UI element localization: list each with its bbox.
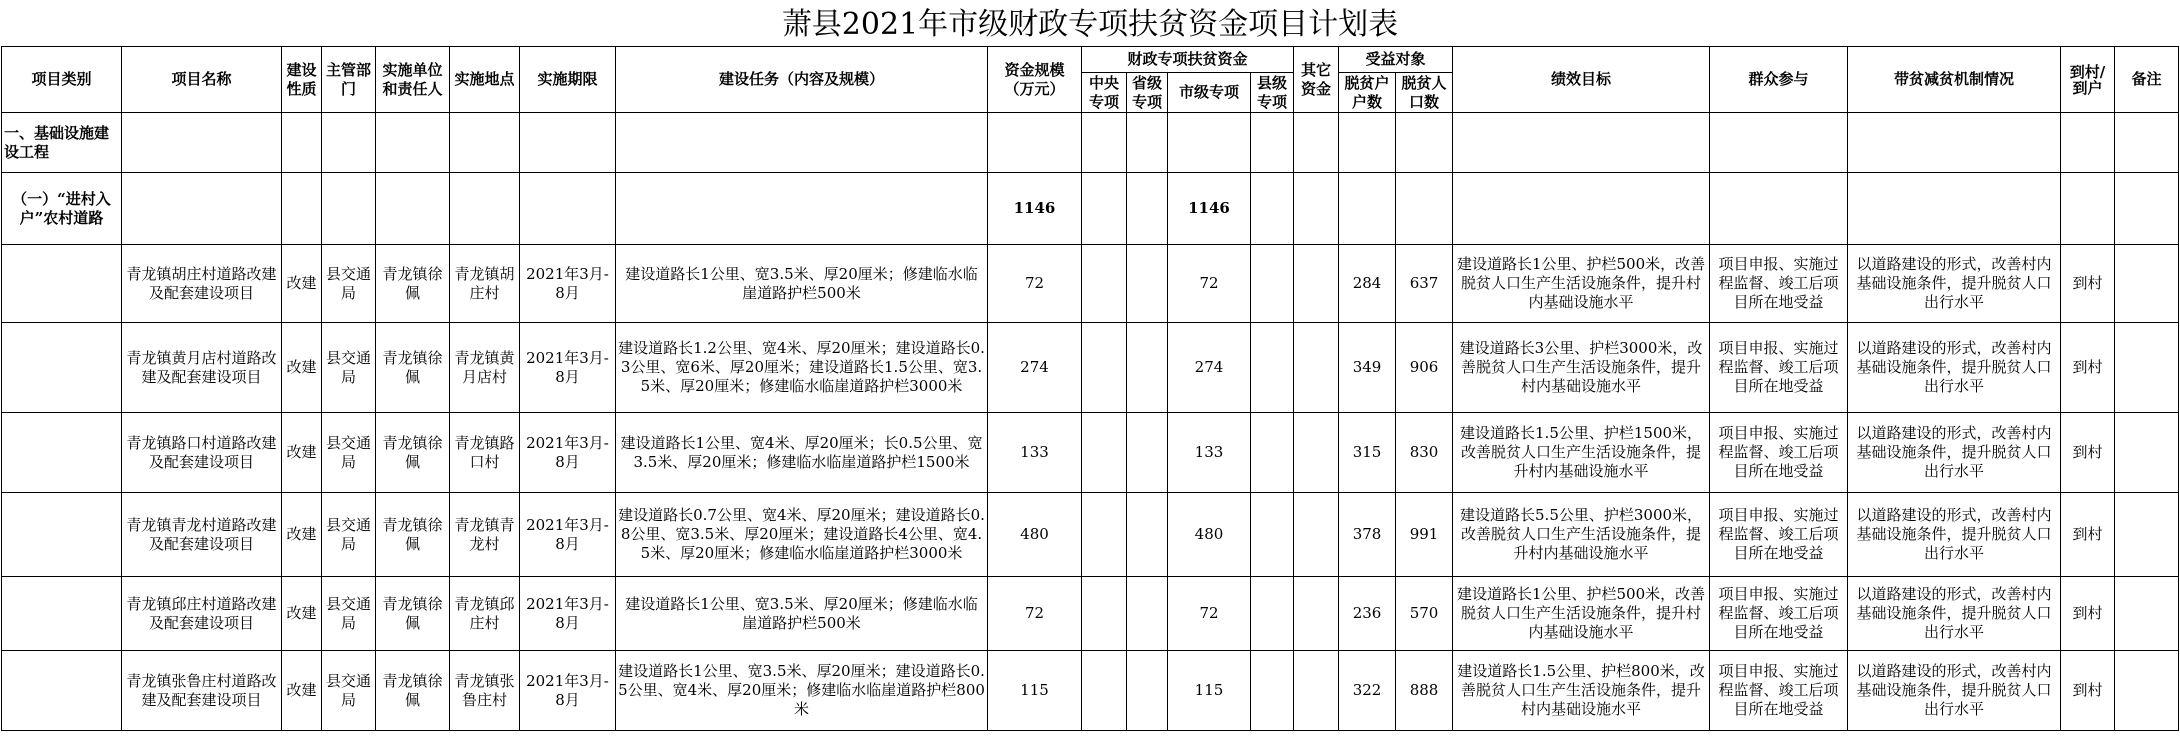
page-title: 萧县2021年市级财政专项扶贫资金项目计划表 <box>781 7 1399 42</box>
project-to-village: 到村 <box>2061 651 2115 731</box>
project-to-village: 到村 <box>2061 413 2115 493</box>
project-population: 637 <box>1396 245 1453 323</box>
project-households: 322 <box>1339 651 1396 731</box>
col-header-fund-group: 财政专项扶贫资金 <box>1082 47 1294 73</box>
project-task: 建设道路长1公里、宽3.5米、厚20厘米；修建临水临崖道路护栏500米 <box>616 577 988 651</box>
project-period: 2021年3月-8月 <box>520 323 616 413</box>
project-period: 2021年3月-8月 <box>520 245 616 323</box>
project-population: 888 <box>1396 651 1453 731</box>
project-name: 青龙镇路口村道路改建及配套建设项目 <box>122 413 282 493</box>
project-dept: 县交通局 <box>322 651 376 731</box>
project-participation: 项目申报、实施过程监督、竣工后项目所在地受益 <box>1710 577 1848 651</box>
subsection-scale: 1146 <box>988 173 1082 245</box>
col-header-beneficiary-group: 受益对象 <box>1339 47 1453 73</box>
project-households: 284 <box>1339 245 1396 323</box>
project-dept: 县交通局 <box>322 493 376 577</box>
project-dept: 县交通局 <box>322 413 376 493</box>
project-period: 2021年3月-8月 <box>520 493 616 577</box>
project-mechanism: 以道路建设的形式，改善村内基础设施条件，提升脱贫人口出行水平 <box>1848 577 2061 651</box>
project-unit: 青龙镇徐佩 <box>376 413 450 493</box>
col-header-county: 县级专项 <box>1251 73 1294 113</box>
col-header-goal: 绩效目标 <box>1453 47 1710 113</box>
project-goal: 建设道路长1.5公里、护栏1500米，改善脱贫人口生产生活设施条件，提升村内基础设施水平 <box>1453 413 1710 493</box>
section-label: 一、基础设施建设工程 <box>2 113 122 173</box>
project-location: 青龙镇邱庄村 <box>450 577 520 651</box>
col-header-dept: 主管部门 <box>322 47 376 113</box>
project-nature: 改建 <box>282 577 322 651</box>
project-location: 青龙镇胡庄村 <box>450 245 520 323</box>
project-participation: 项目申报、实施过程监督、竣工后项目所在地受益 <box>1710 323 1848 413</box>
project-period: 2021年3月-8月 <box>520 413 616 493</box>
project-scale: 115 <box>988 651 1082 731</box>
project-goal: 建设道路长1公里、护栏500米，改善脱贫人口生产生活设施条件，提升村内基础设施水平 <box>1453 245 1710 323</box>
project-households: 236 <box>1339 577 1396 651</box>
project-task: 建设道路长1公里、宽3.5米、厚20厘米；修建临水临崖道路护栏500米 <box>616 245 988 323</box>
subsection-city: 1146 <box>1168 173 1251 245</box>
project-mechanism: 以道路建设的形式，改善村内基础设施条件，提升脱贫人口出行水平 <box>1848 651 2061 731</box>
project-city: 480 <box>1168 493 1251 577</box>
project-households: 378 <box>1339 493 1396 577</box>
table-row <box>2 323 2179 413</box>
project-scale: 480 <box>988 493 1082 577</box>
project-task: 建设道路长1公里、宽3.5米、厚20厘米；建设道路长0.5公里、宽4米、厚20厘米；修建临水临崖道路护栏800米 <box>616 651 988 731</box>
table-row <box>2 245 2179 323</box>
project-nature: 改建 <box>282 413 322 493</box>
col-header-nature: 建设性质 <box>282 47 322 113</box>
project-plan-table <box>1 46 2179 731</box>
col-header-name: 项目名称 <box>122 47 282 113</box>
table-row <box>2 577 2179 651</box>
project-nature: 改建 <box>282 323 322 413</box>
section-row-infrastructure <box>2 113 2179 173</box>
project-population: 570 <box>1396 577 1453 651</box>
col-header-unit: 实施单位和责任人 <box>376 47 450 113</box>
project-participation: 项目申报、实施过程监督、竣工后项目所在地受益 <box>1710 651 1848 731</box>
project-mechanism: 以道路建设的形式，改善村内基础设施条件，提升脱贫人口出行水平 <box>1848 493 2061 577</box>
project-population: 991 <box>1396 493 1453 577</box>
project-mechanism: 以道路建设的形式，改善村内基础设施条件，提升脱贫人口出行水平 <box>1848 323 2061 413</box>
table-row <box>2 413 2179 493</box>
project-unit: 青龙镇徐佩 <box>376 651 450 731</box>
project-to-village: 到村 <box>2061 493 2115 577</box>
col-header-scale: 资金规模（万元） <box>988 47 1082 113</box>
project-name: 青龙镇胡庄村道路改建及配套建设项目 <box>122 245 282 323</box>
project-scale: 72 <box>988 245 1082 323</box>
project-city: 72 <box>1168 245 1251 323</box>
project-unit: 青龙镇徐佩 <box>376 493 450 577</box>
project-nature: 改建 <box>282 651 322 731</box>
project-participation: 项目申报、实施过程监督、竣工后项目所在地受益 <box>1710 493 1848 577</box>
project-scale: 274 <box>988 323 1082 413</box>
col-header-mechanism: 带贫减贫机制情况 <box>1848 47 2061 113</box>
col-header-other: 其它资金 <box>1294 47 1339 113</box>
project-task: 建设道路长1公里、宽4米、厚20厘米；长0.5公里、宽3.5米、厚20厘米；修建临水临崖道路护栏1500米 <box>616 413 988 493</box>
project-households: 349 <box>1339 323 1396 413</box>
project-name: 青龙镇邱庄村道路改建及配套建设项目 <box>122 577 282 651</box>
col-header-city: 市级专项 <box>1168 73 1251 113</box>
project-location: 青龙镇青龙村 <box>450 493 520 577</box>
project-scale: 72 <box>988 577 1082 651</box>
project-dept: 县交通局 <box>322 577 376 651</box>
subsection-label: （一）“进村入户”农村道路 <box>2 173 122 245</box>
project-nature: 改建 <box>282 245 322 323</box>
project-mechanism: 以道路建设的形式，改善村内基础设施条件，提升脱贫人口出行水平 <box>1848 245 2061 323</box>
project-unit: 青龙镇徐佩 <box>376 577 450 651</box>
col-header-location: 实施地点 <box>450 47 520 113</box>
project-task: 建设道路长0.7公里、宽4米、厚20厘米；建设道路长0.8公里、宽3.5米、厚20厘米；建设道路长4公里、宽4.5米、厚20厘米；修建临水临崖道路护栏3000米 <box>616 493 988 577</box>
project-goal: 建设道路长1.5公里、护栏800米，改善脱贫人口生产生活设施条件，提升村内基础设施水平 <box>1453 651 1710 731</box>
project-dept: 县交通局 <box>322 323 376 413</box>
col-header-task: 建设任务（内容及规模） <box>616 47 988 113</box>
project-location: 青龙镇黄月店村 <box>450 323 520 413</box>
project-city: 274 <box>1168 323 1251 413</box>
col-header-population: 脱贫人口数 <box>1396 73 1453 113</box>
project-city: 115 <box>1168 651 1251 731</box>
project-city: 133 <box>1168 413 1251 493</box>
project-unit: 青龙镇徐佩 <box>376 245 450 323</box>
table-row <box>2 493 2179 577</box>
project-mechanism: 以道路建设的形式，改善村内基础设施条件，提升脱贫人口出行水平 <box>1848 413 2061 493</box>
section-row-roads <box>2 173 2179 245</box>
project-unit: 青龙镇徐佩 <box>376 323 450 413</box>
project-location: 青龙镇路口村 <box>450 413 520 493</box>
col-header-central: 中央专项 <box>1082 73 1127 113</box>
project-goal: 建设道路长3公里、护栏3000米，改善脱贫人口生产生活设施条件，提升村内基础设施水平 <box>1453 323 1710 413</box>
col-header-remark: 备注 <box>2115 47 2179 113</box>
project-location: 青龙镇张鲁庄村 <box>450 651 520 731</box>
project-participation: 项目申报、实施过程监督、竣工后项目所在地受益 <box>1710 245 1848 323</box>
project-name: 青龙镇张鲁庄村道路改建及配套建设项目 <box>122 651 282 731</box>
project-households: 315 <box>1339 413 1396 493</box>
project-population: 906 <box>1396 323 1453 413</box>
project-nature: 改建 <box>282 493 322 577</box>
header-row-1 <box>2 47 2179 73</box>
project-period: 2021年3月-8月 <box>520 577 616 651</box>
project-to-village: 到村 <box>2061 323 2115 413</box>
col-header-period: 实施期限 <box>520 47 616 113</box>
project-dept: 县交通局 <box>322 245 376 323</box>
project-to-village: 到村 <box>2061 245 2115 323</box>
project-to-village: 到村 <box>2061 577 2115 651</box>
col-header-participation: 群众参与 <box>1710 47 1848 113</box>
project-goal: 建设道路长5.5公里、护栏3000米，改善脱贫人口生产生活设施条件，提升村内基础设施水平 <box>1453 493 1710 577</box>
col-header-category: 项目类别 <box>2 47 122 113</box>
col-header-households: 脱贫户户数 <box>1339 73 1396 113</box>
project-scale: 133 <box>988 413 1082 493</box>
table-row <box>2 651 2179 731</box>
col-header-provincial: 省级专项 <box>1127 73 1168 113</box>
project-period: 2021年3月-8月 <box>520 651 616 731</box>
col-header-to-village: 到村/到户 <box>2061 47 2115 113</box>
project-goal: 建设道路长1公里、护栏500米，改善脱贫人口生产生活设施条件，提升村内基础设施水平 <box>1453 577 1710 651</box>
project-task: 建设道路长1.2公里、宽4米、厚20厘米；建设道路长0.3公里、宽6米、厚20厘米；建设道路长1.5公里、宽3.5米、厚20厘米；修建临水临崖道路护栏3000米 <box>616 323 988 413</box>
project-city: 72 <box>1168 577 1251 651</box>
project-name: 青龙镇青龙村道路改建及配套建设项目 <box>122 493 282 577</box>
project-name: 青龙镇黄月店村道路改建及配套建设项目 <box>122 323 282 413</box>
project-population: 830 <box>1396 413 1453 493</box>
project-participation: 项目申报、实施过程监督、竣工后项目所在地受益 <box>1710 413 1848 493</box>
